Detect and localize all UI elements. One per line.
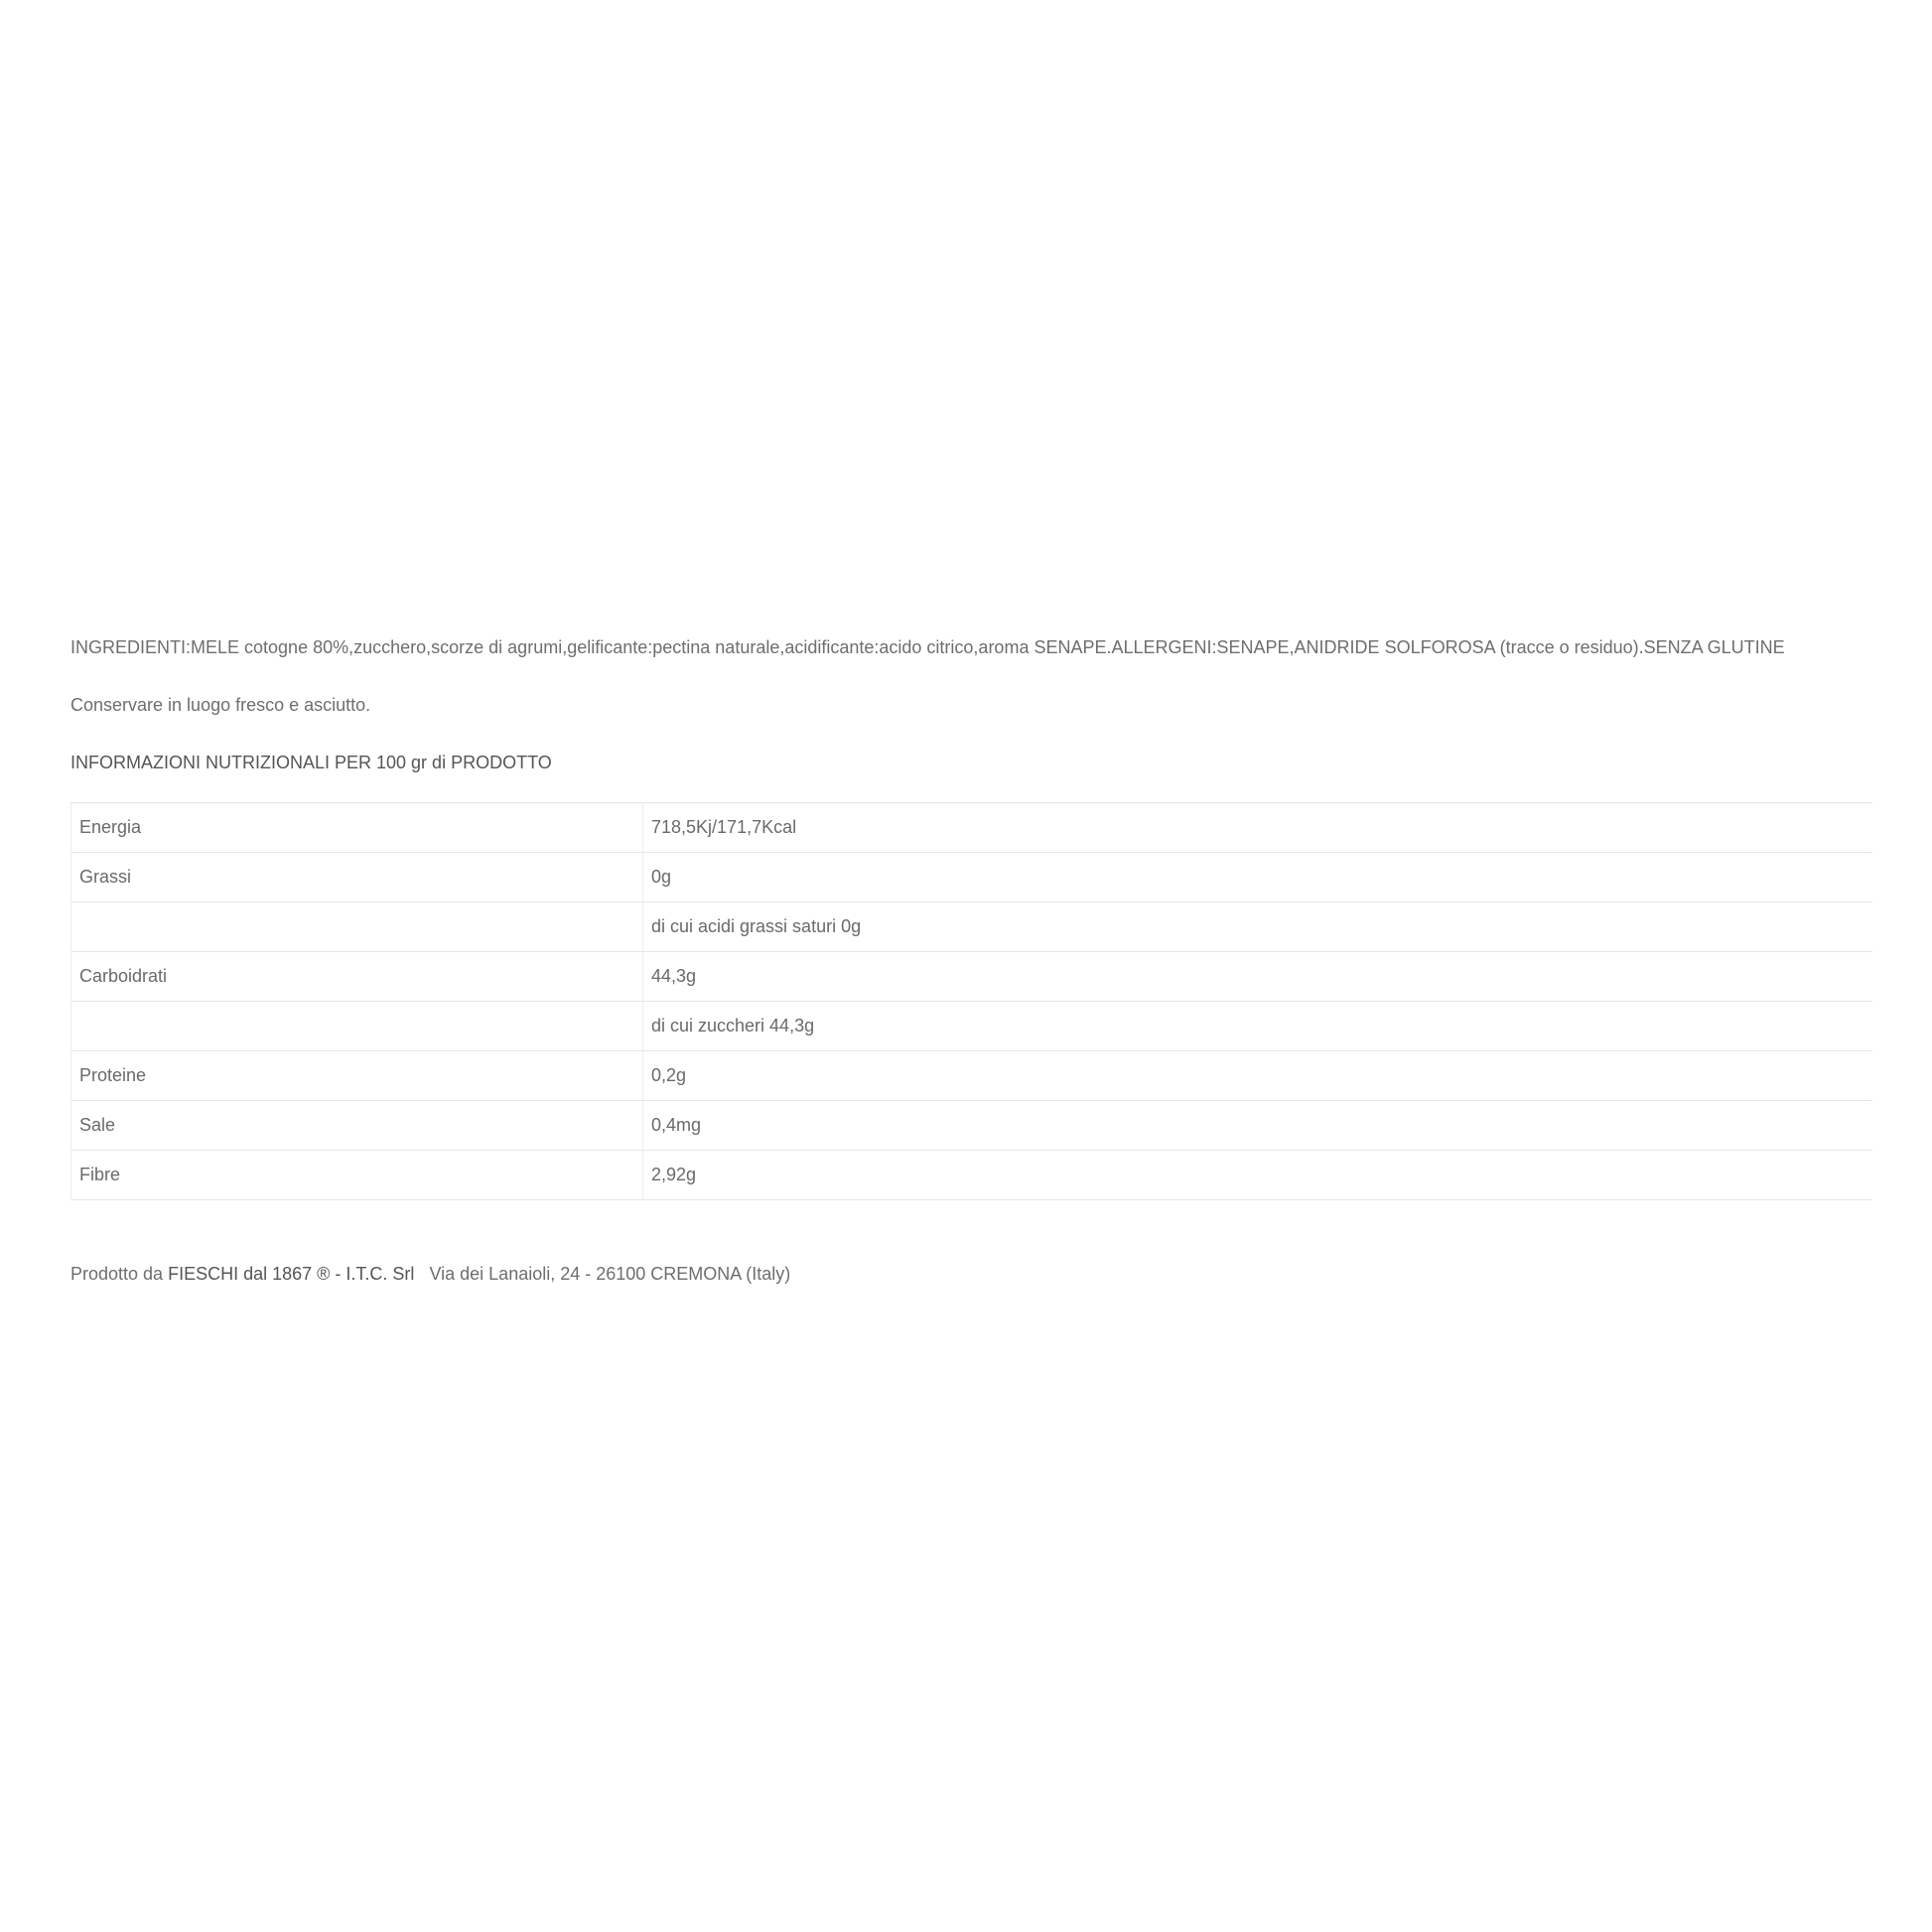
nutrient-label (71, 902, 643, 952)
table-row (71, 1051, 1873, 1101)
nutrient-label: Fibre (71, 1151, 643, 1200)
nutrient-label: Energia (71, 803, 643, 853)
table-row (71, 1151, 1873, 1200)
nutrition-table (70, 802, 1872, 1200)
storage-text: Conservare in luogo fresco e asciutto. (70, 695, 371, 715)
producer-info (70, 1264, 1872, 1285)
nutrient-value: 0g (643, 853, 1873, 902)
nutrient-label: Grassi (71, 853, 643, 902)
nutrient-value: 0,2g (643, 1051, 1873, 1101)
nutrient-label (71, 1002, 643, 1051)
nutrient-value: di cui zuccheri 44,3g (643, 1002, 1873, 1051)
producer-prefix: Prodotto da (70, 1264, 164, 1284)
product-details (70, 635, 1872, 1285)
producer-address: Via dei Lanaioli, 24 - 26100 CREMONA (Italy) (429, 1264, 791, 1284)
nutrient-value: 44,3g (643, 952, 1873, 1002)
producer-brand: FIESCHI dal 1867 ® - I.T.C. Srl (168, 1264, 415, 1284)
ingredients-text: INGREDIENTI:MELE cotogne 80%,zucchero,scorze di agrumi,gelificante:pectina naturale,acidificante:acido citrico,aroma SENAPE.ALLERGENI:SENAPE,ANIDRIDE SOLFOROSA (tracce o residuo).SENZA GLUTINE (70, 637, 1785, 657)
nutrient-value: di cui acidi grassi saturi 0g (643, 902, 1873, 952)
nutrition-heading: INFORMAZIONI NUTRIZIONALI PER 100 gr di PRODOTTO (70, 753, 552, 772)
nutrient-label: Proteine (71, 1051, 643, 1101)
table-row (71, 902, 1873, 952)
table-row (71, 1101, 1873, 1151)
nutrient-value: 2,92g (643, 1151, 1873, 1200)
table-row (71, 853, 1873, 902)
nutrient-value: 718,5Kj/171,7Kcal (643, 803, 1873, 853)
table-row (71, 803, 1873, 853)
table-row (71, 1002, 1873, 1051)
nutrient-label: Sale (71, 1101, 643, 1151)
table-row (71, 952, 1873, 1002)
nutrient-value: 0,4mg (643, 1101, 1873, 1151)
nutrient-label: Carboidrati (71, 952, 643, 1002)
